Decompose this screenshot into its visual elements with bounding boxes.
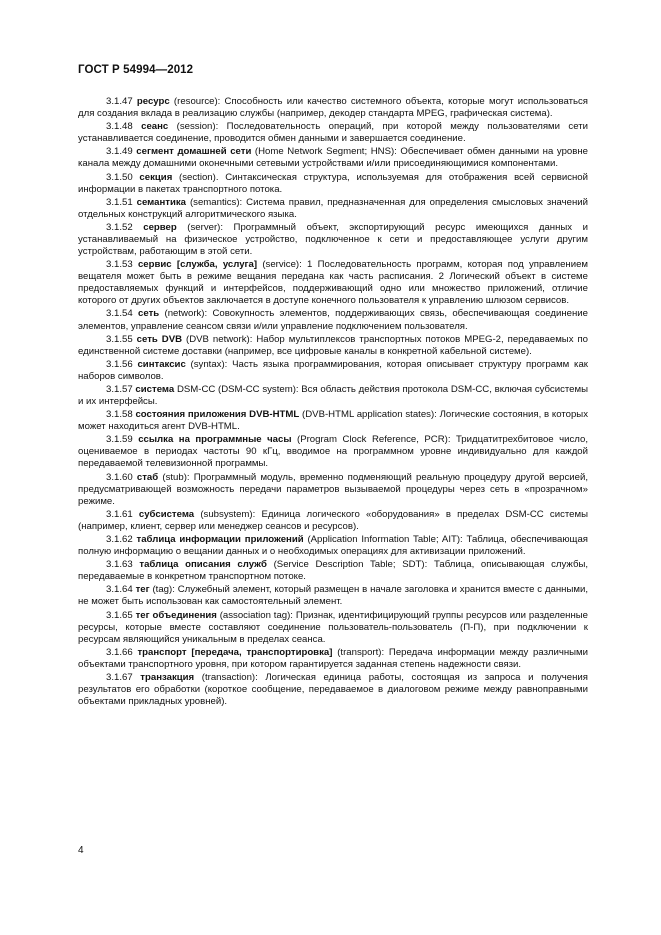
defined-term: сервер	[143, 221, 177, 233]
definition-text: (Service Description Table; SDT): Таблица, описывающая службы, передаваемые в конкретном транспортном потоке.	[78, 559, 589, 583]
defined-term: таблица описания служб	[139, 559, 267, 571]
document-header: ГОСТ Р 54994—2012	[78, 64, 194, 76]
defined-term: сеть DVB	[136, 333, 183, 345]
definition-entry	[78, 172, 588, 196]
clause-number: 3.1.57	[106, 384, 133, 396]
definition-entry	[78, 96, 588, 120]
definition-text: (section). Синтаксическая структура, используемая для отображения всей сервисной информации в пакетах транспортного потока.	[78, 171, 588, 195]
definition-entry	[78, 509, 588, 533]
defined-term: ссылка на программные часы	[138, 434, 292, 446]
definition-entry	[78, 259, 588, 307]
clause-number: 3.1.52	[106, 221, 133, 233]
clause-number: 3.1.48	[106, 121, 133, 133]
definition-entry	[78, 559, 588, 583]
definition-entry	[78, 222, 588, 258]
definition-text: (semantics): Система правил, предназначенная для определения смысловых значений отдельных конструкций алгоритмического языка.	[78, 196, 588, 220]
definition-text: (DVB-HTML application states): Логические состояния, в которых может находиться агент DVB-HTML.	[78, 409, 588, 433]
definition-text: (server): Программный объект, экспортирующий ресурс имеющихся данных и устанавливаемый на физическое устройство, подключенное к сети и предоставляющее услуги другим устройствам, работающим в этой сети.	[78, 221, 589, 258]
definition-entry	[78, 610, 588, 646]
defined-term: сервис [служба, услуга]	[137, 259, 258, 271]
definition-entry	[78, 308, 588, 332]
clause-number: 3.1.60	[106, 471, 133, 483]
defined-term: семантика	[136, 196, 187, 208]
definition-text: (association tag): Признак, идентифицирующий группы ресурсов или разделенные ресурсы, которые вместе составляют соединение пользователь-пользователь (П-П), при подключении к ресурсам являющийся уникальным в пределах сеанса.	[78, 609, 589, 645]
clause-number: 3.1.66	[106, 646, 133, 658]
defined-term: тег объединения	[135, 609, 217, 621]
definitions-list	[78, 96, 588, 709]
defined-term: секция	[139, 171, 173, 183]
clause-number: 3.1.59	[106, 434, 133, 446]
definition-text: (subsystem): Единица логического «оборудования» в пределах DSM-CC системы (например, клиент, сервер или менеджер сеансов и ресурсов).	[78, 508, 588, 532]
clause-number: 3.1.51	[106, 196, 133, 208]
definition-entry	[78, 534, 588, 558]
definition-entry	[78, 359, 588, 383]
definition-text: (transport): Передача информации между различными объектами транспортного уровня, при котором гарантируется заданная степень надежности связи.	[78, 646, 588, 670]
definition-text: (Home Network Segment; HNS): Обеспечивает обмен данными на уровне канала между домашними оконечными сетевыми устройствами и/или присоединяющимися компонентами.	[78, 146, 588, 170]
clause-number: 3.1.58	[106, 409, 133, 421]
definition-entry	[78, 409, 588, 433]
defined-term: таблица информации приложений	[136, 534, 304, 546]
definition-text: (syntax): Часть языка программирования, которая описывает структуру программ как наборов символов.	[78, 358, 588, 382]
clause-number: 3.1.61	[106, 508, 133, 520]
clause-number: 3.1.67	[106, 672, 133, 684]
defined-term: стаб	[136, 471, 159, 483]
definition-text: DSM-CC (DSM-CC system): Вся область действия протокола DSM-CC, включая субсистемы и их интерфейсы.	[78, 384, 588, 408]
definition-text: (service): 1 Последовательность программ, которая под управлением вещателя может быть в режиме вещания передана как часть расписания. 2 Логический объект в системе предоставляемых функций и интерфейсов, поддерживающий одно или множество приложений, отличие которого от других объектов заключается в доступе конечного пользователя к управлению шлюзом сервисов.	[78, 259, 589, 307]
defined-term: сегмент домашней сети	[136, 146, 252, 158]
defined-term: состояния приложения DVB-HTML	[135, 409, 300, 421]
defined-term: сеанс	[141, 121, 169, 133]
definition-text: (transaction): Логическая единица работы, состоящая из запроса и получения результатов его обработки (короткое сообщение, передаваемое в диалоговом режиме между равноправными объектами прикладных уровней).	[78, 672, 588, 708]
defined-term: ресурс	[136, 96, 170, 107]
definition-entry	[78, 384, 588, 408]
clause-number: 3.1.64	[106, 584, 133, 596]
definition-text: (session): Последовательность операций, при которой между пользователями сети устанавливается соединение, проводится обмен данными и завершается соединение.	[78, 121, 588, 145]
definition-text: (tag): Служебный элемент, который размещен в начале заголовка и хранится вместе с данными, не может быть использован как самостоятельный элемент.	[78, 584, 588, 608]
definition-text: (stub): Программный модуль, временно подменяющий реальную процедуру другой версией, предусматривающей возможность передачи параметров вызываемой процедуры через сеть в «прозрачном» режиме.	[78, 471, 588, 507]
clause-number: 3.1.55	[106, 333, 133, 345]
defined-term: синтаксис	[137, 358, 186, 370]
definition-entry	[78, 584, 588, 608]
definition-text: (resource): Способность или качество системного объекта, которые могут использоваться для создания вклада в реализацию службы (например, декодер стандарта MPEG, графическая система).	[78, 96, 588, 120]
definition-text: (Application Information Table; AIT): Таблица, обеспечивающая полную информацию о вещании данных и о необходимых операциях для активизации приложений.	[78, 534, 588, 558]
definition-entry	[78, 121, 588, 145]
clause-number: 3.1.56	[106, 358, 133, 370]
definition-text: (Program Clock Reference, PCR): Тридцатитрехбитовое число, оцениваемое в периодах частоты 90 кГц, вводимое на программном уровне индивидуально для каждой передаваемой телевизионной программы.	[78, 434, 588, 470]
clause-number: 3.1.49	[106, 146, 133, 158]
clause-number: 3.1.65	[106, 609, 133, 621]
defined-term: субсистема	[138, 508, 195, 520]
clause-number: 3.1.54	[106, 308, 133, 320]
definition-entry	[78, 434, 588, 470]
definition-entry	[78, 334, 588, 358]
defined-term: транзакция	[140, 672, 195, 684]
clause-number: 3.1.47	[106, 96, 133, 107]
defined-term: тег	[135, 584, 150, 596]
page-number: 4	[78, 845, 84, 856]
definition-entry	[78, 197, 588, 221]
defined-term: сеть	[138, 308, 160, 320]
clause-number: 3.1.63	[106, 559, 133, 571]
defined-term: система	[135, 384, 175, 396]
definition-text: (DVB network): Набор мультиплексов транспортных потоков MPEG-2, передаваемых по единственной системе доставки (например, все цифровые каналы в конкретной кабельной системе).	[78, 333, 589, 357]
definition-entry	[78, 647, 588, 671]
definition-entry	[78, 672, 588, 708]
clause-number: 3.1.50	[106, 171, 133, 183]
definition-text: (network): Совокупность элементов, поддерживающих связь, обеспечивающая соединение элементов, управление сеансом связи и/или управление подключением пользователя.	[78, 308, 588, 332]
definition-entry	[78, 472, 588, 508]
defined-term: транспорт [передача, транспортировка]	[137, 646, 333, 658]
clause-number: 3.1.53	[106, 259, 133, 271]
definition-entry	[78, 146, 588, 170]
clause-number: 3.1.62	[106, 534, 133, 546]
